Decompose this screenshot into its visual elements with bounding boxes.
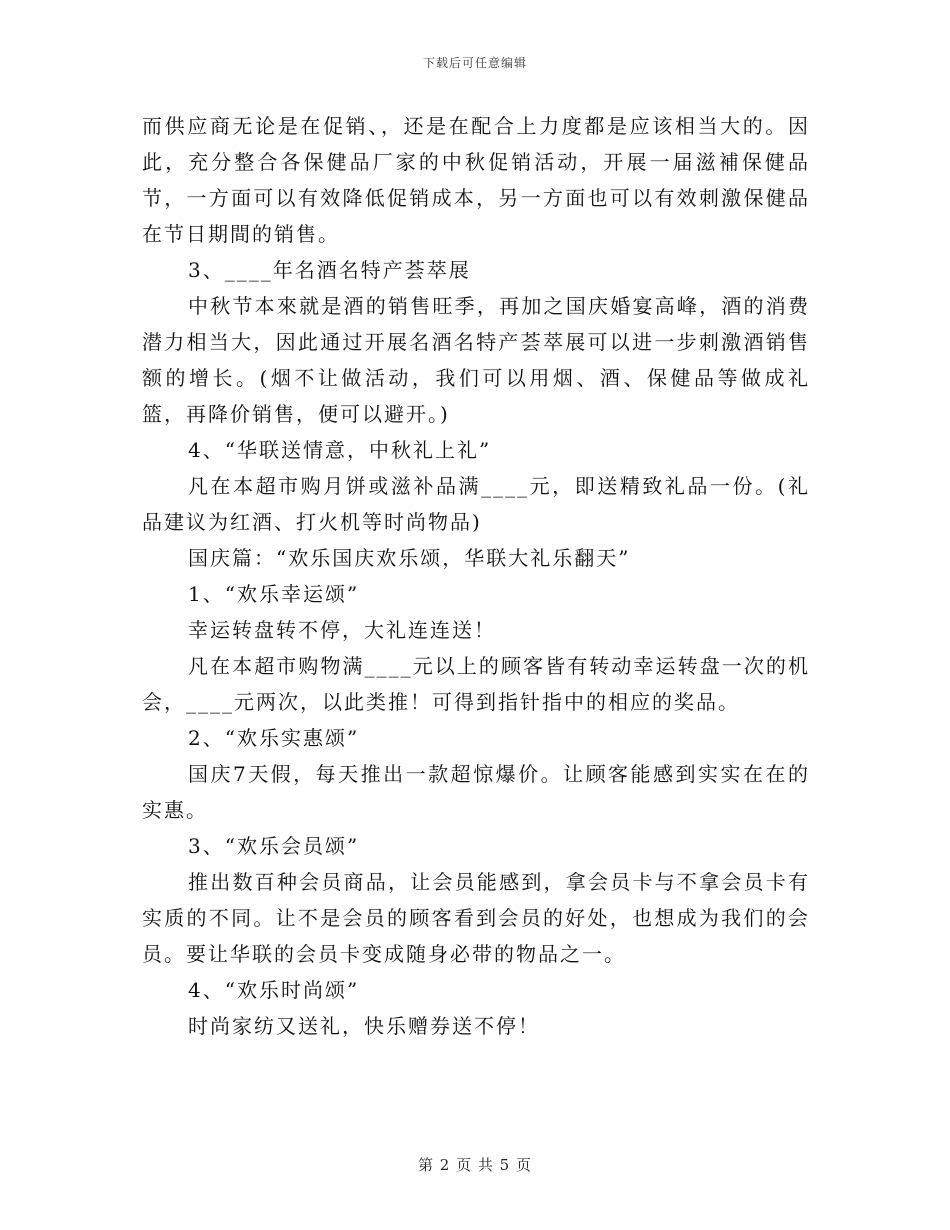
heading-2-value: 2、“欢乐实惠颂” (188, 726, 360, 750)
paragraph-gift: 凡在本超市购月饼或滋补品满____元，即送精致礼品一份。(礼品建议为红酒、打火机等时尚物品) (142, 474, 810, 534)
paragraph-lucky-slogan: 幸运转盘转不停，大礼连连送！ (188, 618, 496, 642)
document-body (142, 108, 810, 1044)
heading-1-lucky: 1、“欢乐幸运颂” (188, 582, 360, 606)
paragraph-fashion: 时尚家纺又送礼，快乐赠券送不停！ (188, 1014, 540, 1038)
paragraph-1: 而供应商无论是在促销、，还是在配合上力度都是应该相当大的。因此，充分整合各保健品厂家的中秋促销活动，开展一届滋補保健品节，一方面可以有效降低促销成本，另一方面也可以有效刺激保健品在节日期間的销售。 (142, 114, 810, 246)
paragraph-wine-fair: 中秋节本來就是酒的销售旺季，再加之国庆婚宴高峰，酒的消费潜力相当大，因此通过开展名酒名特产荟萃展可以进一步刺激酒销售额的增长。(烟不让做活动，我们可以用烟、酒、保健品等做成礼篮，再降价销售，便可以避开。) (142, 294, 810, 426)
paragraph-lucky-rules: 凡在本超市购物满____元以上的顾客皆有转动幸运转盘一次的机会，____元两次，以此类推！可得到指针指中的相应的奖品。 (142, 654, 810, 714)
heading-4-gift: 4、“华联送情意，中秋礼上礼” (188, 438, 492, 462)
paragraph-member: 推出数百种会员商品，让会员能感到，拿会员卡与不拿会员卡有实质的不同。让不是会员的顾客看到会员的好处，也想成为我们的会员。要让华联的会员卡变成随身必带的物品之一。 (142, 870, 810, 966)
heading-3-wine-fair: 3、____年名酒名特产荟萃展 (188, 258, 471, 282)
page-header-note: 下载后可任意编辑 (422, 56, 527, 70)
section-national-day: 国庆篇：“欢乐国庆欢乐颂，华联大礼乐翻天” (188, 546, 631, 570)
heading-3-member: 3、“欢乐会员颂” (188, 834, 360, 858)
paragraph-value: 国庆7天假，每天推出一款超惊爆价。让顾客能感到实实在在的实惠。 (142, 762, 810, 822)
heading-4-fashion: 4、“欢乐时尚颂” (188, 978, 360, 1002)
page-footer: 第 2 页 共 5 页 (418, 1156, 532, 1174)
